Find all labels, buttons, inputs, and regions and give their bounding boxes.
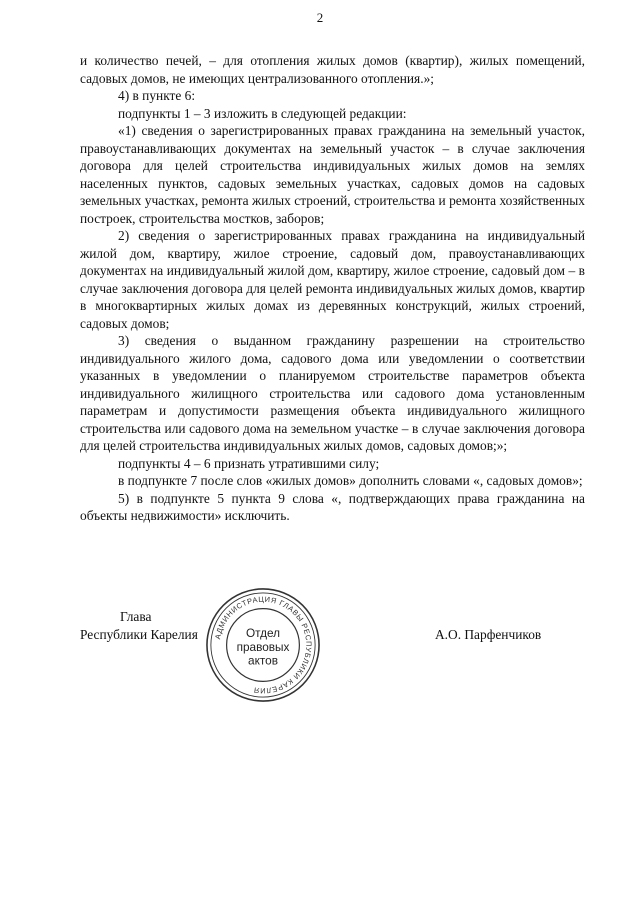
signature-block [80,594,585,728]
page-number: 2 [316,10,324,25]
signatory-title: Глава [120,609,152,624]
svg-text:АДМИНИСТРАЦИЯ ГЛАВЫ РЕСПУБЛИКИ: АДМИНИСТРАЦИЯ ГЛАВЫ РЕСПУБЛИКИ КАРЕЛИЯ [213,594,314,696]
paragraph: 2) сведения о зарегистрированных правах гражданина на индивидуальный жилой дом, квартиру, жилое строение, садовый дом, правоустанавливающих документах на индивидуальный жилой дом, квартиру, жилое строение, садовый дом – в случае заключения договора для целей ремонта индивидуальных жилых домов, квартир в многоквартирных жилых домах из деревянных конструкций, жилых строений, садовых домов; [80,228,585,331]
svg-text:Отдел: Отдел [245,626,281,641]
paragraph: 5) в подпункте 5 пункта 9 слова «, подтверждающих права гражданина на объекты недвижимости» исключить. [80,490,585,523]
paragraph: подпункты 4 – 6 признать утратившими силу; [118,455,380,471]
paragraph: 4) в пункте 6: [118,88,196,103]
paragraph: «1) сведения о зарегистрированных правах гражданина на земельный участок, правоустанавливающих документах на земельный участок – в случае заключения договора для целей строительства индивидуальных жилых домов на землях населенных пунктов, садовых земельных участках, садовых домов на садовых земельных участках, ремонта жилых строений, строительства и ремонта хозяйственных построек, строительства мостков, заборов; [80,123,585,226]
signatory-title-region: Республики Карелия [80,627,198,642]
official-stamp [204,586,322,704]
paragraph: подпункты 1 – 3 изложить в следующей редакции: [118,105,407,121]
paragraph: в подпункте 7 после слов «жилых домов» дополнить словами «, садовых домов»; [118,473,583,488]
paragraph: 3) сведения о выданном гражданину разрешении на строительство индивидуального жилого дома, садового дома или уведомлении о соответствии указанных в уведомлении о планируемом строительстве параметров объекта индивидуального жилищного строительства или садового дома установленным параметрам и допустимости размещения объекта индивидуального жилищного строительства или садового дома на земельном участке – в случае заключения договора для целей строительства индивидуальных жилых домов, садовых домов;»; [80,333,585,453]
svg-text:актов: актов [248,653,278,668]
signatory-name: А.О. Парфенчиков [435,627,542,642]
document-body [80,52,585,525]
svg-text:правовых: правовых [236,639,290,654]
paragraph: и количество печей, – для отопления жилых домов (квартир), жилых помещений, садовых домов, не имеющих централизованного отопления.»; [80,53,585,86]
